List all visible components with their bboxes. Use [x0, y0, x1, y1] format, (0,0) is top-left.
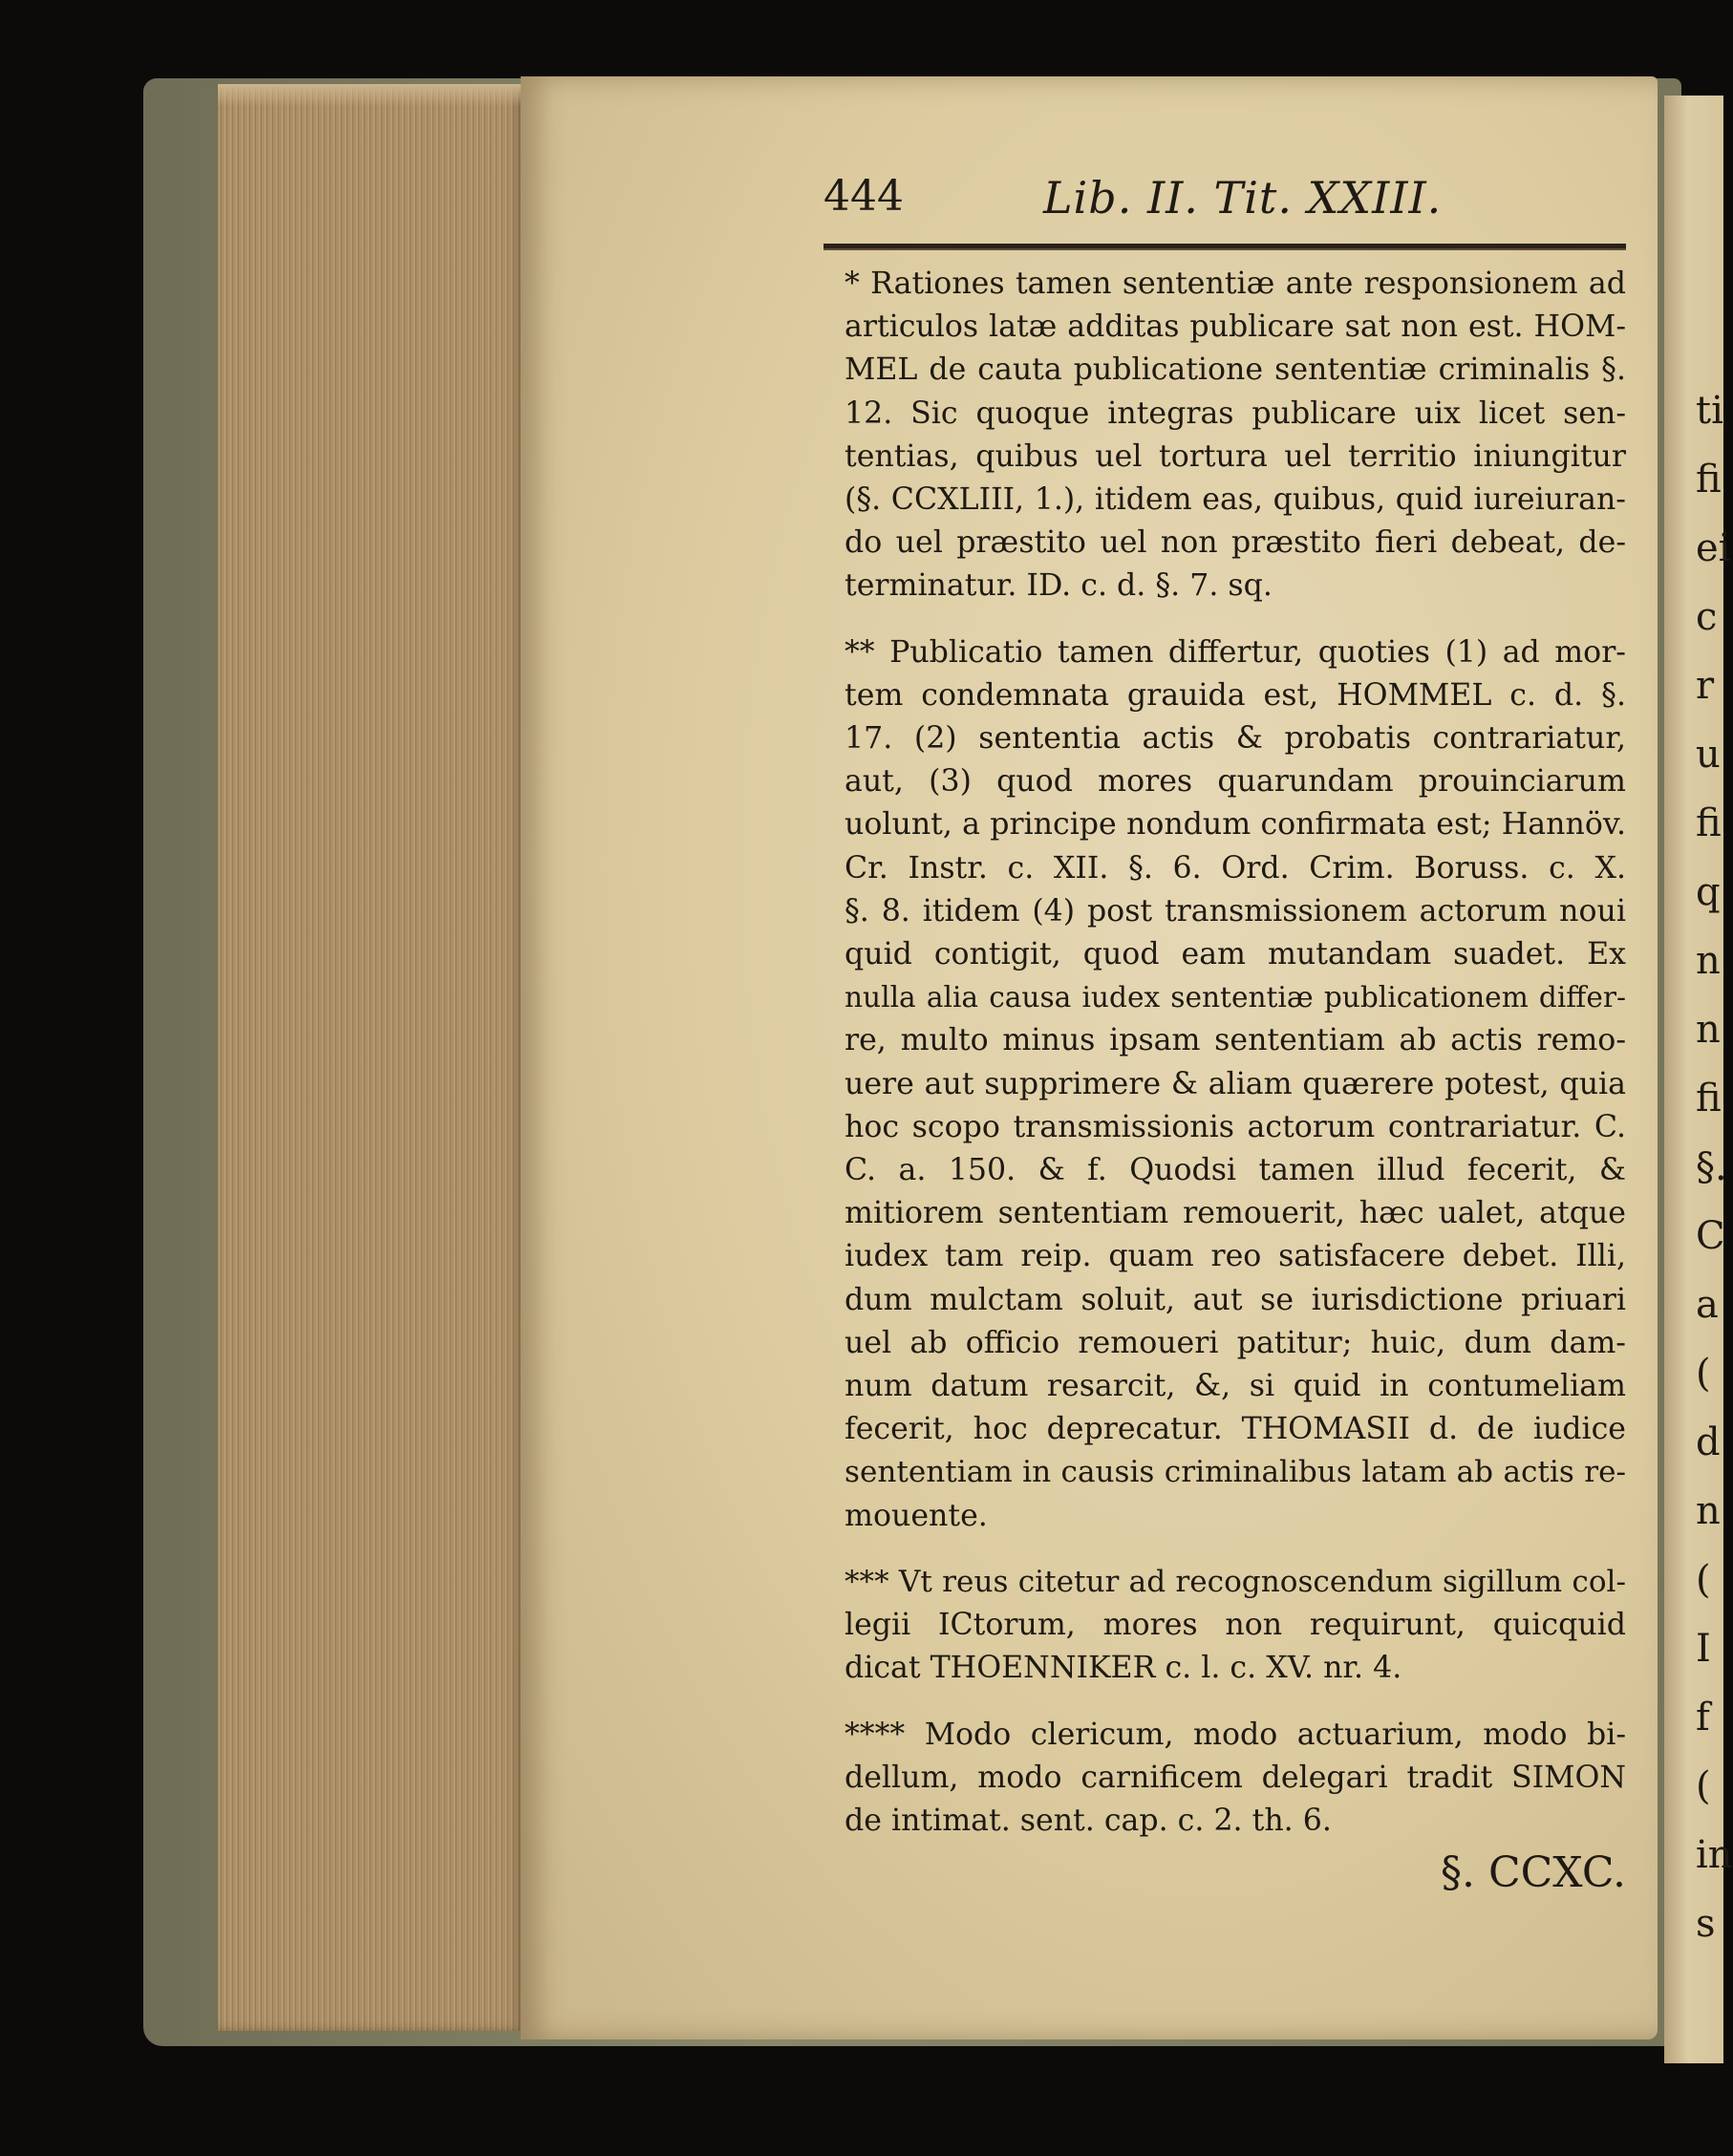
facing-page-fragment: r — [1696, 664, 1715, 708]
footnote-line: ** Publicatio tamen differtur, quoties (1) ad mor- — [845, 634, 1626, 670]
footnote-line: dellum, modo carnificem delegari tradit SIMON — [845, 1760, 1626, 1795]
running-title: Lib. II. Tit. XXIII. — [1043, 172, 1443, 224]
footnote-line: mouente. — [845, 1498, 988, 1533]
header-rule — [824, 244, 1626, 250]
footnote-2 — [845, 631, 1626, 1538]
facing-page-fragment: n — [1696, 1008, 1721, 1052]
facing-page-fragment: ( — [1696, 1352, 1711, 1396]
footnote-line: de intimat. sent. cap. c. 2. th. 6. — [845, 1803, 1332, 1838]
footnote-line: 12. Sic quoque integras publicare uix licet sen- — [845, 395, 1626, 431]
footnote-line: tentias, quibus uel tortura uel territio iniungitur — [845, 438, 1626, 474]
footnote-line: quid contigit, quod eam mutandam suadet. Ex — [845, 937, 1626, 972]
footnote-line: aut, (3) quod mores quarundam prouinciarum — [845, 764, 1626, 800]
footnote-line: do uel præstito uel non præstito fieri debeat, de- — [845, 525, 1626, 561]
footnote-line: MEL de cauta publicatione sententiæ criminalis §. — [845, 352, 1626, 388]
facing-page-fragment: c — [1696, 595, 1718, 639]
facing-page-fragment: §. — [1696, 1145, 1727, 1189]
footnote-line: C. a. 150. & f. Quodsi tamen illud fecerit, & — [845, 1153, 1626, 1188]
footnote-4 — [845, 1714, 1626, 1844]
page-number: 444 — [824, 172, 904, 221]
page-block-top — [218, 84, 524, 107]
footnote-line: articulos latæ additas publicare sat non est. HOM- — [845, 310, 1626, 345]
footnote-line: tem condemnata grauida est, HOMMEL c. d. §. — [845, 677, 1626, 713]
facing-page-fragment: d — [1696, 1420, 1721, 1464]
footnote-line: uel ab officio remoueri patitur; huic, dum dam- — [845, 1325, 1626, 1360]
footnote-line: uere aut supprimere & aliam quærere potest, quia — [845, 1066, 1626, 1101]
footnote-line: re, multo minus ipsam sententiam ab actis remo- — [845, 1023, 1626, 1058]
footnote-1 — [845, 263, 1626, 608]
footnote-3 — [845, 1561, 1626, 1691]
facing-page-fragment: ( — [1696, 1764, 1711, 1808]
footnote-line: *** Vt reus citetur ad recognoscendum sigillum col- — [845, 1564, 1626, 1599]
footnote-line: sententiam in causis criminalibus latam ab actis re- — [845, 1455, 1626, 1490]
facing-page-fragment: in — [1696, 1833, 1733, 1877]
footnote-line: iudex tam reip. quam reo satisfacere debet. Illi, — [845, 1239, 1626, 1274]
footnote-line: **** Modo clericum, modo actuarium, modo bi- — [845, 1717, 1626, 1752]
footnote-line: nulla alia causa iudex sententiæ publicationem differ- — [845, 981, 1626, 1014]
facing-page-fragment: u — [1696, 733, 1721, 777]
footnote-line: mitiorem sententiam remouerit, hæc ualet, atque — [845, 1196, 1626, 1231]
facing-page-fragment: ei — [1696, 526, 1731, 570]
footnotes-block — [845, 263, 1626, 1866]
facing-page-fragment: C — [1696, 1214, 1725, 1258]
facing-page-fragment: fi — [1696, 801, 1722, 845]
catchword: §. CCXC. — [1441, 1848, 1626, 1897]
footnote-line: §. 8. itidem (4) post transmissionem actorum noui — [845, 893, 1626, 929]
footnote-line: uolunt, a principe nondum confirmata est; Hannöv. — [845, 807, 1626, 843]
facing-page-fragment: f — [1696, 1696, 1710, 1740]
footnote-line: terminatur. ID. c. d. §. 7. sq. — [845, 568, 1273, 604]
facing-page-fragment: I — [1696, 1627, 1711, 1671]
footnote-line: (§. CCXLIII, 1.), itidem eas, quibus, quid iureiuran- — [845, 482, 1626, 518]
page-header — [824, 172, 1626, 239]
facing-page-fragment: fi — [1696, 1077, 1722, 1121]
facing-page-fragment: ti — [1696, 389, 1723, 433]
facing-page-text — [1696, 382, 1733, 1964]
facing-page-fragment: ( — [1696, 1558, 1711, 1602]
footnote-line: fecerit, hoc deprecatur. THOMASII d. de iudice — [845, 1412, 1626, 1447]
page-block-edge — [218, 84, 524, 2031]
footnote-line: num datum resarcit, &, si quid in contumeliam — [845, 1369, 1626, 1404]
footnote-line: 17. (2) sententia actis & probatis contrariatur, — [845, 721, 1626, 757]
facing-page-fragment: n — [1696, 1489, 1721, 1533]
facing-page-fragment: a — [1696, 1283, 1719, 1327]
footnote-line: Cr. Instr. c. XII. §. 6. Ord. Crim. Boruss. c. X. — [845, 850, 1626, 886]
footnote-line: dicat THOENNIKER c. l. c. XV. nr. 4. — [845, 1651, 1402, 1686]
facing-page-fragment: q — [1696, 870, 1721, 914]
footnote-line: hoc scopo transmissionis actorum contrariatur. C. — [845, 1109, 1626, 1144]
footnote-line: dum mulctam soluit, aut se iurisdictione priuari — [845, 1282, 1626, 1317]
facing-page-fragment: n — [1696, 939, 1721, 983]
facing-page-fragment: fi — [1696, 458, 1722, 502]
facing-page-fragment: s — [1696, 1902, 1716, 1946]
footnote-line: * Rationes tamen sententiæ ante responsionem ad — [845, 267, 1626, 301]
footnote-line: legii ICtorum, mores non requirunt, quicquid — [845, 1608, 1626, 1643]
